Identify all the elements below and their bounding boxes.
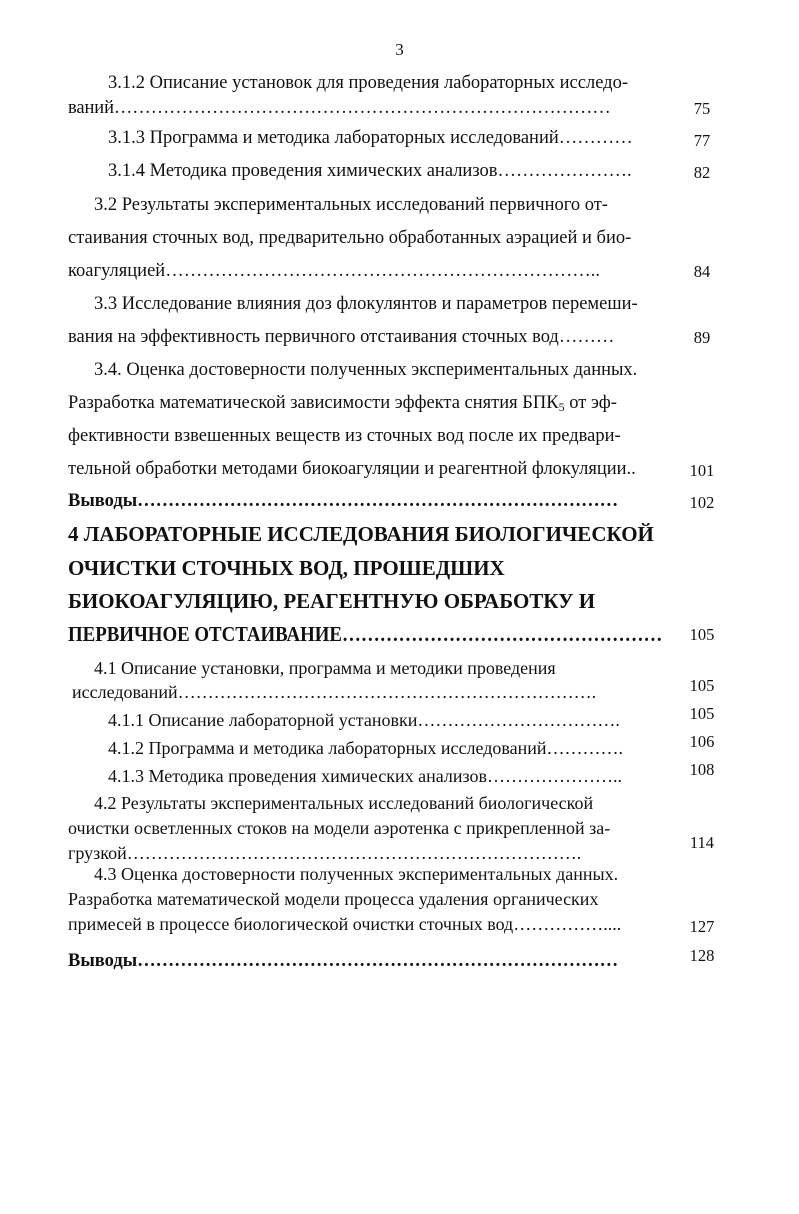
toc-entry-4-1-1-page: 105	[689, 704, 715, 723]
toc-entry-4-2-line-2: очистки осветленных стоков на модели аэротенка с прикрепленной за-	[68, 818, 611, 838]
toc-chapter-4-line-1: 4 ЛАБОРАТОРНЫЕ ИССЛЕДОВАНИЯ БИОЛОГИЧЕСКОЙ	[68, 522, 654, 546]
toc-entry-4-2-line-1: 4.2 Результаты экспериментальных исследований биологической	[94, 793, 594, 813]
toc-entry-3-1-3: 3.1.3 Программа и методика лабораторных исследований…………	[108, 128, 633, 148]
toc-chapter-4-page: 105	[689, 625, 715, 644]
toc-entry-conclusions-3-page: 102	[689, 493, 715, 512]
toc-entry-3-2-line-3: коагуляцией……………………………………………………………..	[68, 261, 600, 281]
toc-entry-3-4-line-2-pre: Разработка математической зависимости эффекта снятия БПК	[68, 393, 559, 413]
toc-entry-4-1-1: 4.1.1 Описание лабораторной установки…………………………….	[108, 710, 620, 730]
toc-entry-4-3-page: 127	[689, 917, 715, 936]
toc-entry-3-4-line-2	[68, 392, 617, 414]
toc-entry-3-1-3-page: 77	[693, 131, 711, 150]
toc-entry-4-1-3: 4.1.3 Методика проведения химических анализов…………………..	[108, 766, 622, 786]
toc-entry-4-3-line-3: примесей в процессе биологической очистки сточных вод……………....	[68, 914, 622, 934]
toc-entry-4-1-2-page: 106	[689, 732, 715, 751]
toc-entry-3-1-4: 3.1.4 Методика проведения химических анализов………………….	[108, 161, 632, 181]
toc-chapter-4-line-2: ОЧИСТКИ СТОЧНЫХ ВОД, ПРОШЕДШИХ	[68, 556, 505, 580]
toc-entry-4-1-line-1: 4.1 Описание установки, программа и методики проведения	[94, 658, 556, 678]
toc-entry-conclusions-4: Выводы……………………………………………………………………	[68, 951, 619, 971]
toc-entry-3-2-page: 84	[693, 262, 711, 281]
toc-entry-4-2-line-3: грузкой………………………………………………………………….	[68, 843, 582, 863]
toc-entry-conclusions-3: Выводы……………………………………………………………………	[68, 491, 619, 511]
toc-entry-3-3-page: 89	[693, 328, 711, 347]
toc-entry-4-1-3-page: 108	[689, 760, 715, 779]
toc-entry-4-1-page: 105	[689, 676, 715, 695]
toc-entry-3-4-page: 101	[689, 461, 715, 480]
toc-entry-3-1-2-page: 75	[693, 99, 711, 118]
toc-chapter-4-line-3: БИОКОАГУЛЯЦИЮ, РЕАГЕНТНУЮ ОБРАБОТКУ И	[68, 589, 596, 613]
toc-entry-conclusions-4-page: 128	[689, 946, 715, 965]
toc-entry-3-4-line-4: тельной обработки методами биокоагуляции и реагентной флокуляции..	[68, 459, 636, 479]
toc-chapter-4-line-4: ПЕРВИЧНОЕ ОТСТАИВАНИЕ……………………………………………	[68, 622, 663, 646]
toc-entry-4-1-2: 4.1.2 Программа и методика лабораторных исследований………….	[108, 738, 624, 758]
toc-entry-4-3-line-1: 4.3 Оценка достоверности полученных экспериментальных данных.	[94, 864, 619, 884]
toc-entry-3-1-2-line-1: 3.1.2 Описание установок для проведения лабораторных исследо-	[108, 73, 628, 93]
toc-entry-3-4-line-1: 3.4. Оценка достоверности полученных экспериментальных данных.	[94, 360, 638, 380]
toc-entry-3-2-line-1: 3.2 Результаты экспериментальных исследований первичного от-	[94, 195, 608, 215]
toc-entry-3-4-line-2-post: от эф-	[564, 393, 617, 413]
toc-entry-3-4-subscript: 5	[558, 400, 565, 414]
toc-entry-3-4-line-3: фективности взвешенных веществ из сточных вод после их предвари-	[68, 426, 621, 446]
toc-entry-4-2-page: 114	[689, 833, 715, 852]
page-number: 3	[395, 40, 404, 59]
toc-entry-3-2-line-2: стаивания сточных вод, предварительно обработанных аэрацией и био-	[68, 228, 632, 248]
toc-entry-3-1-2-line-2: ваний………………………………………………………………………	[68, 98, 611, 118]
toc-entry-3-1-4-page: 82	[693, 163, 711, 182]
toc-entry-3-3-line-1: 3.3 Исследование влияния доз флокулянтов и параметров перемеши-	[94, 294, 638, 314]
toc-entry-4-3-line-2: Разработка математической модели процесса удаления органических	[68, 889, 599, 909]
toc-entry-4-1-line-2: исследований…………………………………………………………….	[72, 682, 597, 702]
toc-entry-3-3-line-2: вания на эффективность первичного отстаивания сточных вод………	[68, 327, 615, 347]
